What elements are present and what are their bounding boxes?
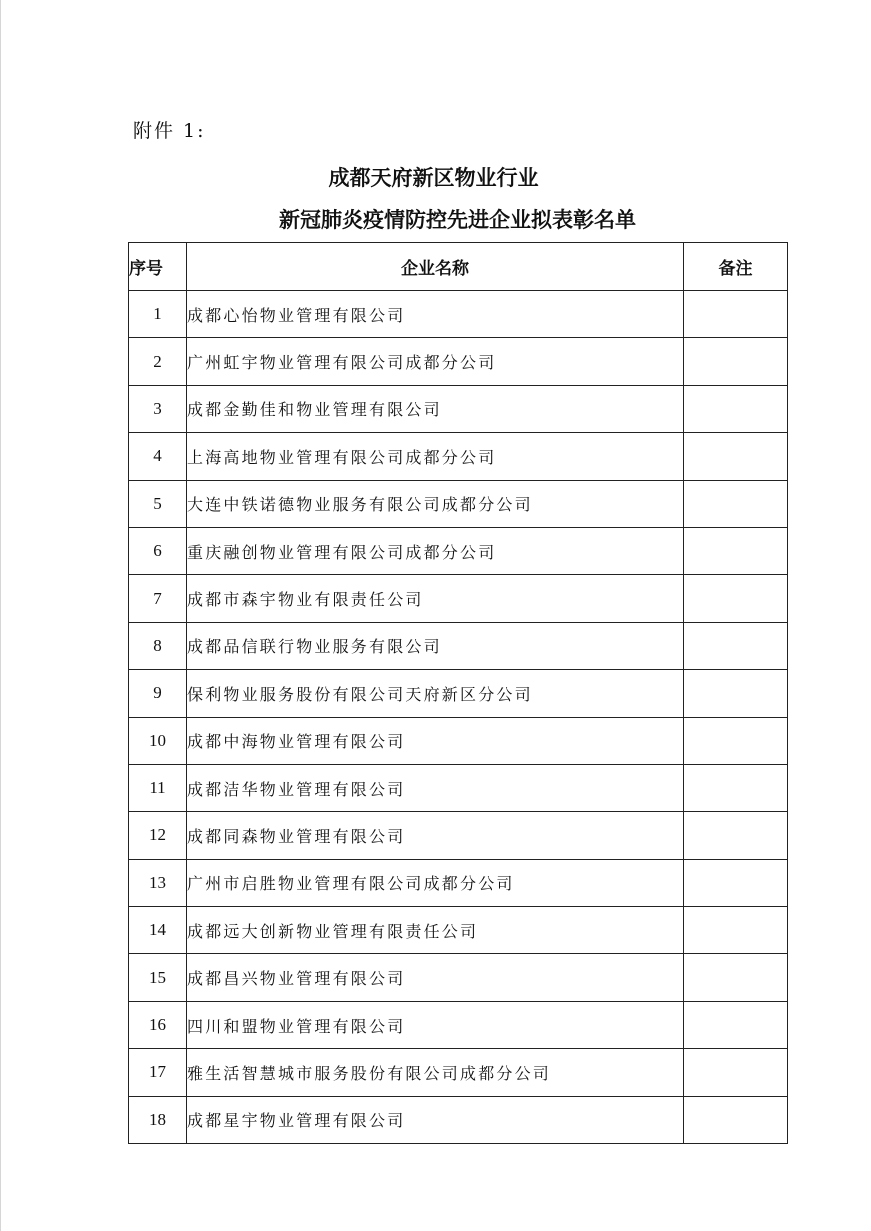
enterprise-name-cell: 成都心怡物业管理有限公司 [187,291,684,338]
enterprise-roster-table [128,242,788,1144]
table-row [129,1096,788,1143]
enterprise-name-cell: 成都市森宇物业有限责任公司 [187,575,684,622]
remarks-cell [684,954,788,1001]
table-row [129,1049,788,1096]
table-header-row [129,243,788,291]
row-number-cell: 18 [129,1096,187,1143]
row-number-cell: 15 [129,954,187,1001]
remarks-cell [684,291,788,338]
remarks-cell [684,670,788,717]
enterprise-name-cell: 成都同森物业管理有限公司 [187,812,684,859]
row-number-cell: 16 [129,1001,187,1048]
enterprise-name-cell: 重庆融创物业管理有限公司成都分公司 [187,527,684,574]
enterprise-name-cell: 上海高地物业管理有限公司成都分公司 [187,433,684,480]
table-row [129,338,788,385]
table-row [129,1001,788,1048]
table-row [129,812,788,859]
row-number-cell: 5 [129,480,187,527]
remarks-cell [684,480,788,527]
remarks-cell [684,338,788,385]
row-number-cell: 10 [129,717,187,764]
remarks-cell [684,1001,788,1048]
remarks-cell [684,812,788,859]
remarks-cell [684,385,788,432]
enterprise-name-cell: 广州虹宇物业管理有限公司成都分公司 [187,338,684,385]
remarks-cell [684,622,788,669]
row-number-cell: 6 [129,527,187,574]
table-row [129,670,788,717]
row-number-cell: 17 [129,1049,187,1096]
remarks-cell [684,433,788,480]
row-number-cell: 8 [129,622,187,669]
table-row [129,954,788,1001]
row-number-cell: 12 [129,812,187,859]
remarks-cell [684,764,788,811]
table-row [129,575,788,622]
remarks-cell [684,859,788,906]
attachment-label: 附件 1: [133,120,206,142]
enterprise-name-cell: 保利物业服务股份有限公司天府新区分公司 [187,670,684,717]
table-row [129,717,788,764]
row-number-cell: 3 [129,385,187,432]
row-number-cell: 7 [129,575,187,622]
remarks-cell [684,1049,788,1096]
document-title-line2: 新冠肺炎疫情防控先进企业拟表彰名单 [279,207,636,232]
table-row [129,527,788,574]
enterprise-name-cell: 广州市启胜物业管理有限公司成都分公司 [187,859,684,906]
enterprise-name-cell: 雅生活智慧城市服务股份有限公司成都分公司 [187,1049,684,1096]
remarks-cell [684,575,788,622]
table-row [129,907,788,954]
enterprise-name-cell: 成都金勤佳和物业管理有限公司 [187,385,684,432]
table-row [129,764,788,811]
enterprise-name-cell: 四川和盟物业管理有限公司 [187,1001,684,1048]
enterprise-name-cell: 成都远大创新物业管理有限责任公司 [187,907,684,954]
table-row [129,859,788,906]
remarks-cell [684,1096,788,1143]
table-row [129,622,788,669]
enterprise-name-cell: 成都星宇物业管理有限公司 [187,1096,684,1143]
row-number-cell: 1 [129,291,187,338]
row-number-cell: 4 [129,433,187,480]
row-number-cell: 11 [129,764,187,811]
table-row [129,480,788,527]
column-header-enterprise-name: 企业名称 [187,243,684,291]
enterprise-name-cell: 成都洁华物业管理有限公司 [187,764,684,811]
row-number-cell: 2 [129,338,187,385]
remarks-cell [684,907,788,954]
remarks-cell [684,717,788,764]
row-number-cell: 14 [129,907,187,954]
enterprise-name-cell: 成都品信联行物业服务有限公司 [187,622,684,669]
document-title-line1: 成都天府新区物业行业 [328,165,539,190]
enterprise-name-cell: 大连中铁诺德物业服务有限公司成都分公司 [187,480,684,527]
row-number-cell: 13 [129,859,187,906]
column-header-number: 序号 [129,243,187,291]
remarks-cell [684,527,788,574]
enterprise-name-cell: 成都中海物业管理有限公司 [187,717,684,764]
table-row [129,385,788,432]
table-row [129,433,788,480]
column-header-remarks: 备注 [684,243,788,291]
enterprise-name-cell: 成都昌兴物业管理有限公司 [187,954,684,1001]
table-body [129,291,788,1144]
table-row [129,291,788,338]
row-number-cell: 9 [129,670,187,717]
